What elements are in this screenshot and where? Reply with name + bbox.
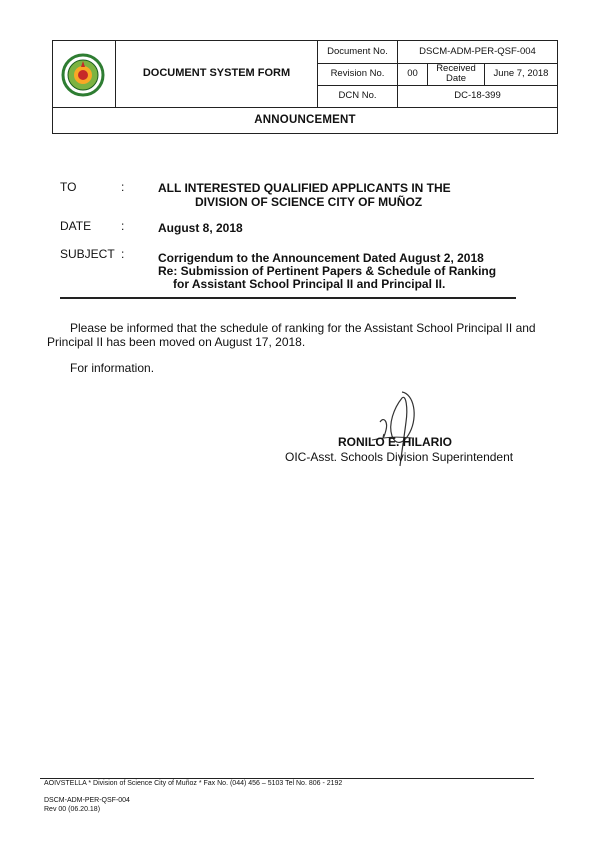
revision-no-label: Revision No. — [330, 68, 385, 80]
subject-colon: : — [121, 247, 125, 261]
memo-divider — [60, 297, 516, 299]
section-title: ANNOUNCEMENT — [254, 114, 356, 127]
to-label: TO — [60, 180, 77, 194]
revision-no-value: 00 — [407, 68, 418, 80]
dcn-no-value: DC-18-399 — [454, 90, 501, 102]
dcn-no-label: DCN No. — [338, 90, 377, 102]
footer-address: AOIVSTELLA * Division of Science City of Muñoz * Fax No. (044) 456 – 5103 Tel No. 806 - 2192 — [44, 780, 343, 787]
received-date-label: Received Date — [436, 63, 476, 84]
footer-form-code: DSCM-ADM-PER-QSF-004 — [44, 797, 130, 804]
subject-line-2: Re: Submission of Pertinent Papers & Schedule of Ranking — [158, 264, 497, 278]
date-colon: : — [121, 219, 125, 233]
to-line-2: DIVISION OF SCIENCE CITY OF MUÑOZ — [195, 195, 423, 209]
footer-divider — [40, 778, 534, 779]
date-label: DATE — [60, 219, 92, 233]
footer-revision: Rev 00 (06.20.18) — [44, 806, 101, 813]
to-line-1: ALL INTERESTED QUALIFIED APPLICANTS IN THE — [158, 181, 451, 195]
date-value: August 8, 2018 — [158, 221, 243, 235]
received-date-value: June 7, 2018 — [493, 68, 549, 80]
signatory-name: RONILO E. HILARIO — [338, 435, 452, 449]
subject-label: SUBJECT — [60, 247, 115, 261]
subject-line-1: Corrigendum to the Announcement Dated August 2, 2018 — [158, 251, 484, 265]
division-seal-logo — [61, 53, 105, 97]
document-no-value: DSCM-ADM-PER-QSF-004 — [419, 46, 536, 58]
document-no-label: Document No. — [327, 46, 388, 58]
to-colon: : — [121, 180, 125, 194]
document-header-table — [52, 40, 558, 134]
signatory-title: OIC-Asst. Schools Division Superintendent — [285, 450, 514, 464]
body-paragraph-line-2: Principal II has been moved on August 17, 2018. — [47, 335, 306, 349]
subject-line-3: for Assistant School Principal II and Principal II. — [173, 277, 446, 291]
form-title: DOCUMENT SYSTEM FORM — [142, 67, 291, 80]
body-paragraph-line-1: Please be informed that the schedule of ranking for the Assistant School Principal II and — [70, 321, 536, 335]
closing-text: For information. — [70, 361, 155, 375]
